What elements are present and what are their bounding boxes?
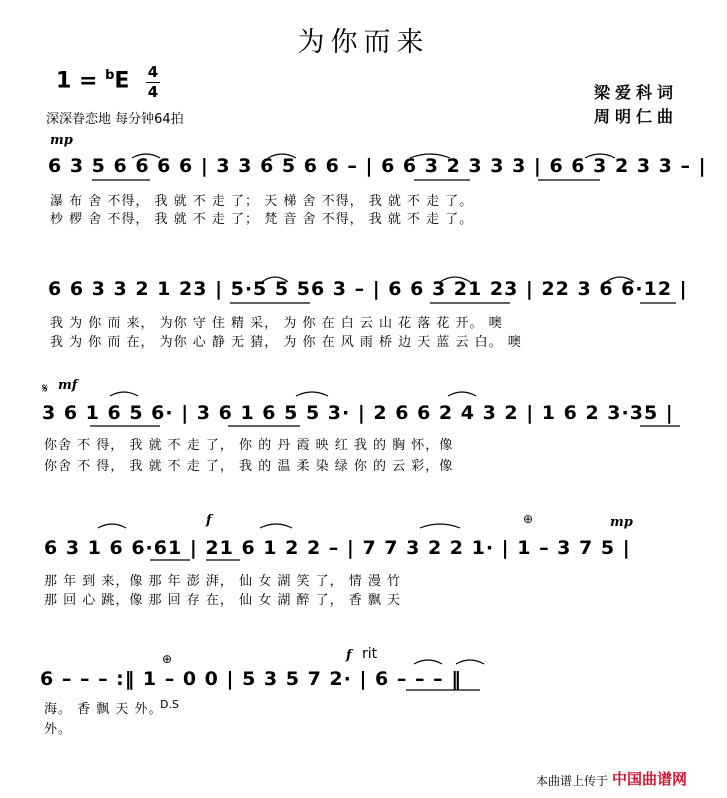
site-logo[interactable]: 中国曲谱网 xyxy=(612,770,688,788)
composer-credit: 周明仁曲 xyxy=(594,107,679,126)
lyricist-credit: 梁爱科词 xyxy=(594,83,679,102)
dynamic-f-2: f xyxy=(346,648,352,663)
lyrics-line-3-verse-2: 你舍 不 得， 我 就 不 走 了， 我 的 温 柔 染 绿 你 的 云 彩，像 xyxy=(44,459,454,474)
coda-sign-2: ⊕ xyxy=(162,652,173,666)
dynamic-mf: mf xyxy=(58,378,78,393)
lyrics-line-2-verse-2: 我 为 你 而 在， 为你 心 静 无 猜， 为 你 在 风 雨 桥 边 天 蓝 云 白。 噢 xyxy=(50,335,522,350)
time-top: 4 xyxy=(147,63,159,81)
lyrics-line-3-verse-1: 你舍 不 得， 我 就 不 走 了， 你 的 丹 霞 映 红 我 的 胸 怀，像 xyxy=(44,438,454,453)
dynamic-f: f xyxy=(206,513,212,528)
lyrics-line-2-verse-1: 我 为 你 而 来， 为你 守 住 精 采， 为 你 在 白 云 山 花 落 花 开。 噢 xyxy=(50,316,503,331)
dynamic-mp-2: mp xyxy=(610,515,633,530)
notation-line-2: 6 6 3 3 2 1 23 | 5·5 5 56 3 – | 6 6 3 21 23 | 22 3 6 6·12 | xyxy=(48,278,688,300)
lyrics-line-5-verse-1: 海。 香 飘 天 外。 xyxy=(44,702,163,717)
lyrics-line-5-verse-2: 外。 xyxy=(44,722,73,737)
key-prefix: 1 = xyxy=(56,68,106,94)
key-note: E xyxy=(114,68,130,94)
dynamic-mp: mp xyxy=(50,133,73,148)
upload-note: 本曲谱上传于 xyxy=(536,774,609,788)
lyrics-line-1-verse-1: 瀑 布 舍 不得， 我 就 不 走 了； 天 梯 舍 不得， 我 就 不 走 了。 xyxy=(50,194,474,209)
page-title: 为你而来 xyxy=(297,27,430,58)
notation-line-5: 6 – – – :‖ 1 – 0 0 | 5 3 5 7 2· | 6 – – – ‖ xyxy=(40,668,462,690)
lyrics-line-4-verse-1: 那 年 到 来，像 那 年 澎 湃， 仙 女 湖 笑 了， 情 漫 竹 xyxy=(44,574,401,589)
notation-line-1: 6 3 5 6 6 6 6 | 3 3 6 5 6 6 – | 6 6 3 2 3 3 3 | 6 6 3 2 3 3 – | xyxy=(48,155,707,177)
lyrics-line-4-verse-2: 那 回 心 跳，像 那 回 存 在， 仙 女 湖 醉 了， 香 飘 天 xyxy=(44,593,401,608)
lyrics-line-1-verse-2: 杪 椤 舍 不得， 我 就 不 走 了； 梵 音 舍 不得， 我 就 不 走 了。 xyxy=(50,212,474,227)
coda-sign: ⊕ xyxy=(523,512,534,526)
dal-segno: D.S xyxy=(160,698,179,711)
ritardando: rit xyxy=(362,646,378,662)
time-bottom: 4 xyxy=(147,83,159,101)
flat-sign: b xyxy=(105,68,115,83)
segno-sign: 𝄋 xyxy=(42,381,49,397)
notation-line-4: 6 3 1 6 6·61 | 21 6 1 2 2 – | 7 7 3 2 2 1· | 1 – 3 7 5 | xyxy=(44,537,631,559)
notation-line-3: 3 6 1 6 5 6· | 3 6 1 6 5 5 3· | 2 6 6 2 4 3 2 | 1 6 2 3·35 | xyxy=(42,402,674,424)
tempo-marking: 深深眷恋地 每分钟64拍 xyxy=(46,112,184,127)
